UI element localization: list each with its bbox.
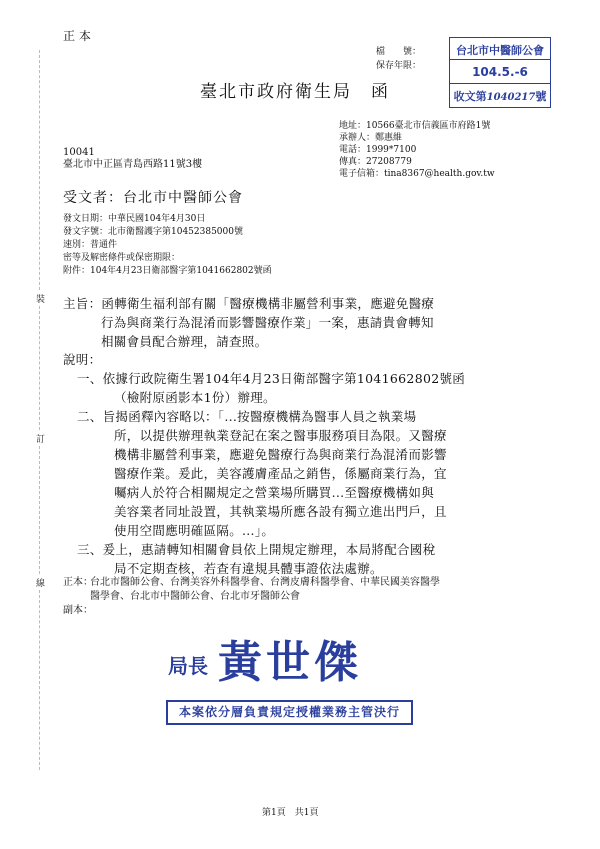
copy-type-label: 正 本: [63, 29, 91, 43]
contact-phone: 電話：1999*7100: [339, 145, 417, 155]
binding-line-mid-1: [39, 306, 40, 430]
delegation-stamp: 本案依分層負責規定授權業務主管決行: [166, 700, 413, 725]
binding-mark-3: 線: [36, 579, 46, 589]
item-2-line-1: 二、旨揭函釋內容略以：「...按醫療機構為醫事人員之執業場: [77, 409, 417, 424]
item-2-line-5: 囑病人於符合相關規定之營業場所購買...至醫療機構如與: [114, 485, 435, 500]
signature-name: 黃世傑: [218, 637, 362, 688]
cc-original-label: 正本：: [63, 577, 93, 588]
issuer-title: 臺北市政府衛生局 函: [200, 82, 390, 102]
delivery-speed: 速別：普通件: [63, 240, 118, 250]
cc-copy-label: 副本：: [63, 605, 93, 616]
binding-line-bottom: [39, 590, 40, 770]
item-1-line-1: 一、依據行政院衛生署104年4月23日衛部醫字第1041662802號函: [77, 371, 466, 386]
stamp-receipt-suffix: 號: [535, 90, 547, 103]
document-number: 發文字號：北市衛醫護字第10452385000號: [63, 227, 243, 237]
stamp-date: 104.5.-6: [472, 65, 528, 79]
contact-fax: 傳真：27208779: [339, 157, 412, 167]
contact-officer: 承辦人：鄭惠維: [339, 133, 403, 143]
item-2-line-6: 美容業者同址設置，其執業場所應各設有獨立進出門戶，且: [114, 504, 447, 519]
cc-original-line-1: 台北市醫師公會、台灣美容外科醫學會、台灣皮膚科醫學會、中華民國美容醫學: [90, 577, 440, 588]
stamp-receipt: [450, 88, 550, 104]
binding-line-top: [39, 50, 40, 290]
file-number-label: 檔 號：: [376, 47, 422, 57]
confidentiality: 密等及解密條件或保密期限：: [63, 253, 181, 263]
receipt-stamp: [449, 37, 551, 108]
signature-title: 局長: [168, 654, 208, 678]
recipient-postcode: 10041: [63, 147, 95, 158]
item-3-line-2: 局不定期查核，若查有違規具體事證依法處辦。: [114, 561, 383, 576]
recipient-address: 臺北市中正區青島西路11號3樓: [63, 159, 203, 170]
page-footer: 第1頁 共1頁: [262, 808, 319, 818]
recipient: 受文者：台北市中醫師公會: [63, 190, 243, 206]
item-3-line-1: 三、爰上，惠請轉知相關會員依上開規定辦理，本局將配合國稅: [77, 542, 436, 557]
explanation-label: 說明：: [63, 352, 102, 367]
issue-date: 發文日期：中華民國104年4月30日: [63, 214, 206, 224]
cc-original-line-2: 醫學會、台北市中醫師公會、台北市牙醫師公會: [90, 591, 300, 602]
contact-email: 電子信箱：tina8367@health.gov.tw: [339, 169, 495, 179]
item-1-line-2: （檢附原函影本1份）辦理。: [114, 390, 276, 405]
subject-line-2: 行為與商業行為混淆而影響醫療作業」一案，惠請貴會轉知: [101, 315, 434, 330]
item-2-line-3: 機構非屬營利事業，應避免醫療行為與商業行為混淆而影響: [114, 447, 447, 462]
subject-line-3: 相關會員配合辦理，請查照。: [101, 334, 268, 349]
binding-mark-2: 訂: [36, 435, 46, 445]
stamp-org: 台北市中醫師公會: [456, 44, 544, 57]
binding-line-mid-2: [39, 446, 40, 574]
item-2-line-4: 醫療作業。爰此，美容護膚產品之銷售，係屬商業行為，宜: [114, 466, 447, 481]
attachment: 附件：104年4月23日衛部醫字第1041662802號函: [63, 266, 272, 276]
stamp-receipt-number: 1040217: [486, 92, 536, 103]
binding-mark-1: 裝: [36, 295, 46, 305]
item-2-line-2: 所，以提供辦理執業登記在案之醫事服務項目為限。又醫療: [114, 428, 447, 443]
contact-address: 地址：10566臺北市信義區市府路1號: [339, 121, 491, 131]
item-2-line-7: 使用空間應明確區隔。...」。: [114, 523, 275, 538]
retention-label: 保存年限：: [376, 61, 422, 71]
stamp-receipt-label: 收文第: [453, 90, 487, 103]
subject-line-1: 主旨：函轉衛生福利部有關「醫療機構非屬營利事業，應避免醫療: [63, 296, 435, 311]
